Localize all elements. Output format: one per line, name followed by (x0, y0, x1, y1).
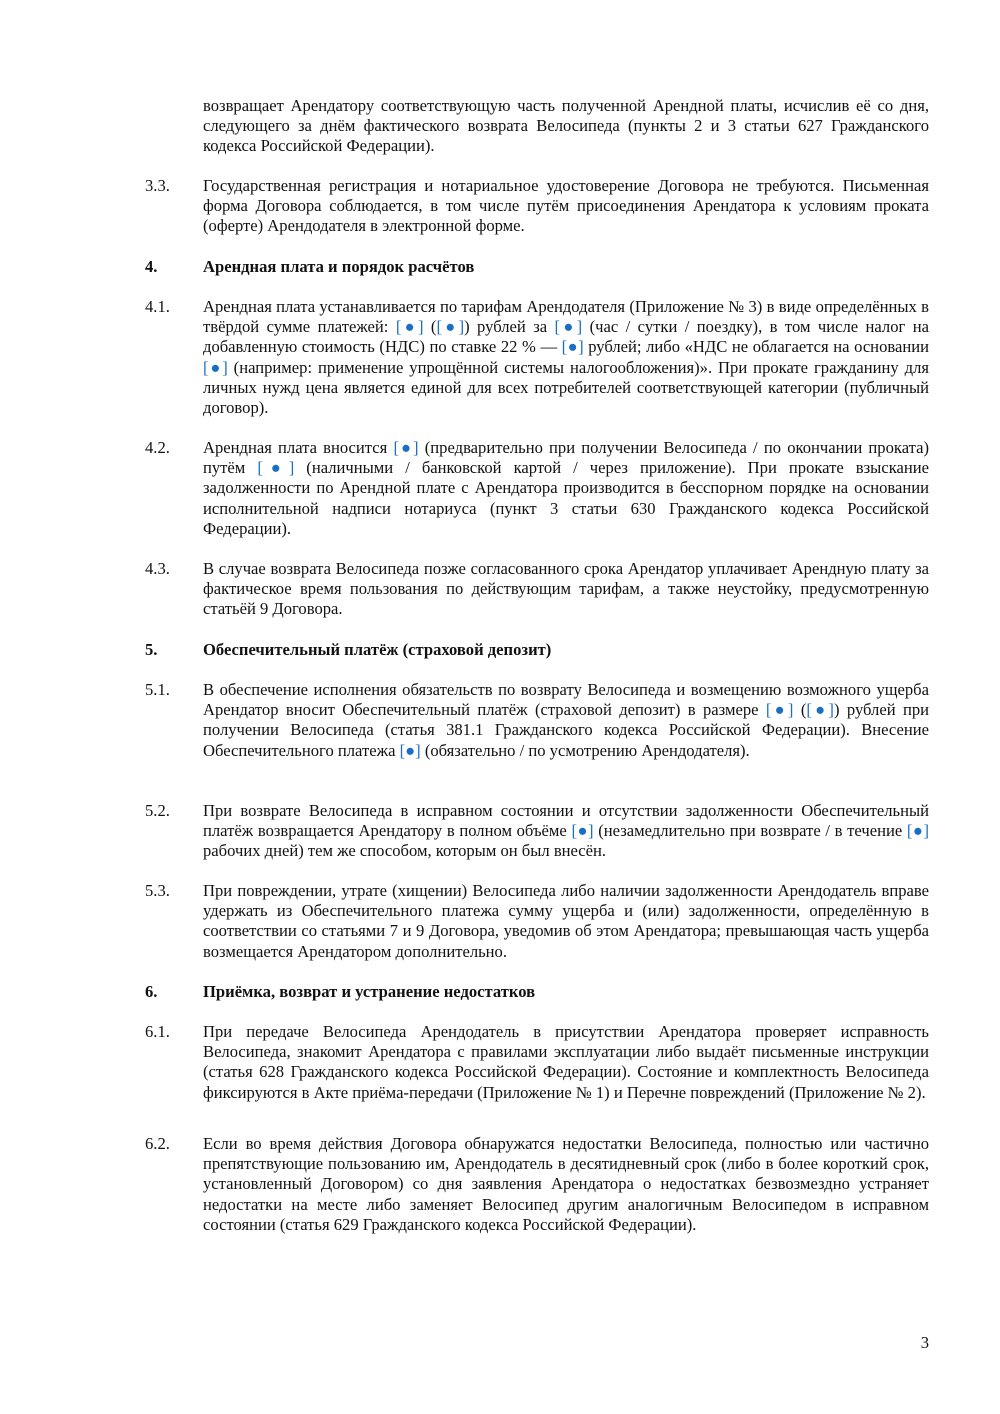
clause-number: 4.1. (145, 297, 170, 316)
text-run: В случае возврата Велосипеда позже согласованного срока Арендатор уплачивает Арендную плату за фактическое время пользования по действующим тарифам, а также неустойку, предусмотренную статьёй 9 Договора. (203, 559, 929, 619)
text-run: Если во время действия Договора обнаружатся недостатки Велосипеда, полностью или частично препятствующие пользованию им, Арендодатель в десятидневный срок (либо в более короткий срок, установленный Договором) со дня заявления Арендатора о недостатках безвозмездно устраняет недостатки на месте либо заменяет Велосипед другим аналогичным Велосипедом в исправном состоянии (статья 629 Гражданского кодекса Российской Федерации). (203, 1134, 929, 1234)
text-run: В обеспечение исполнения обязательств по возврату Велосипеда и возмещению возможного ущерба Арендатор вносит Обеспечительный платёж (страховой депозит) в размере (203, 680, 929, 720)
text-run: ) рублей за (464, 317, 555, 337)
clause-number: 4.2. (145, 438, 170, 457)
placeholder-field: [●] (393, 438, 419, 457)
text-run: Арендная плата устанавливается по тарифам Арендодателя (Приложение № 3) в виде определённых в твёрдой сумме платежей: (203, 297, 929, 337)
text-run: рублей; либо «НДС не облагается на основании (583, 337, 929, 357)
clause-number: 3.3. (145, 176, 170, 195)
page-number: 3 (920, 1333, 929, 1352)
clause-number: 5.2. (145, 801, 170, 820)
text-run: Обеспечительный платёж (страховой депозит) (203, 640, 552, 659)
placeholder-field: [●] (257, 458, 295, 478)
clause-text (203, 1134, 929, 1235)
text-run: Государственная регистрация и нотариальное удостоверение Договора не требуются. Письменная форма Договора соблюдается, в том числе путём присоединения Арендатора к условиям проката (оферте) Арендодателя в электронной форме. (203, 176, 929, 236)
text-run: (обязательно / по усмотрению Арендодателя). (420, 740, 750, 760)
placeholder-field: [●] (203, 357, 228, 377)
text-run: возвращает Арендатору соответствующую часть полученной Арендной платы, исчислив её со дня, следующего за днём фактического возврата Велосипеда (пункты 2 и 3 статьи 627 Гражданского кодекса Российской Федерации). (203, 96, 929, 156)
clause-number: 5.3. (145, 881, 170, 900)
text-run: ( (793, 700, 807, 720)
section-title (203, 982, 929, 1002)
placeholder-field: [●] (571, 821, 594, 841)
clause-number: 6.1. (145, 1022, 170, 1041)
text-run: При повреждении, утрате (хищении) Велосипеда либо наличии задолженности Арендодатель вправе удержать из Обеспечительного платежа сумму ущерба и (или) задолженности, определённую в соответствии со статьями 7 и 9 Договора, уведомив об этом Арендатора; превышающая часть ущерба возмещается Арендатором дополнительно. (203, 881, 929, 961)
clause-text (203, 176, 929, 237)
placeholder-field: [●] (561, 337, 584, 357)
text-run: При возврате Велосипеда в исправном состоянии и отсутствии задолженности Обеспечительный платёж возвращается Арендатору в полном объёме (203, 801, 929, 841)
clause-text (203, 559, 929, 620)
text-run: Приёмка, возврат и устранение недостатков (203, 982, 536, 1001)
placeholder-field: [●] (399, 740, 421, 760)
section-number: 4. (145, 257, 158, 276)
placeholder-field: [●] (765, 700, 794, 720)
clause-number: 4.3. (145, 559, 170, 578)
placeholder-field: [●] (554, 317, 583, 337)
placeholder-field: [●] (395, 317, 424, 337)
clause-text (203, 801, 929, 862)
text-run: ) рублей при получении Велосипеда (статья 381.1 Гражданского кодекса Российской Федерации). Внесение Обеспечительного платежа (203, 700, 930, 760)
text-run: (наличными / банковской картой / через приложение). При прокате взыскание задолженности по Арендной плате с Арендатора производится в бесспорном порядке на основании исполнительной надписи нотариуса (пункт 3 статьи 630 Гражданского кодекса Российской Федерации). (203, 458, 929, 538)
text-run: (например: применение упрощённой системы налогообложения)». При прокате гражданину для личных нужд цена является единой для всех потребителей соответствующей категории (публичный договор). (203, 357, 929, 418)
section-title (203, 257, 929, 277)
section-number: 6. (145, 982, 158, 1001)
text-run: Арендная плата и порядок расчётов (203, 257, 475, 276)
text-run: (предварительно при получении Велосипеда / по окончании проката) путём (203, 438, 929, 478)
clause-number: 6.2. (145, 1134, 170, 1153)
placeholder-field: [●] (436, 317, 465, 337)
text-run: (незамедлительно при возврате / в течение (593, 821, 907, 841)
text-run: рабочих дней) тем же способом, которым он был внесён. (203, 841, 607, 861)
placeholder-field: [●] (906, 821, 929, 841)
section-number: 5. (145, 640, 158, 659)
clause-text (203, 881, 929, 962)
text-run: Арендная плата вносится (203, 438, 394, 457)
section-title (203, 640, 929, 660)
placeholder-field: [●] (806, 700, 834, 720)
text-run: При передаче Велосипеда Арендодатель в присутствии Арендатора проверяет исправность Велосипеда, знакомит Арендатора с правилами эксплуатации либо выдаёт письменные инструкции (статья 628 Гражданского кодекса Российской Федерации). Состояние и комплектность Велосипеда фиксируются в Акте приёма-передачи (Приложение № 1) и Перечне повреждений (Приложение № 2). (203, 1022, 929, 1102)
text-run: (час / сутки / поездку), в том числе налог на добавленную стоимость (НДС) по ставке 22 % — (203, 317, 929, 357)
clause-text (203, 96, 929, 157)
clause-text (203, 438, 929, 539)
text-run: ( (423, 317, 437, 337)
clause-text (203, 680, 929, 761)
clause-text (203, 1022, 929, 1103)
clause-text (203, 297, 929, 418)
clause-number: 5.1. (145, 680, 170, 699)
